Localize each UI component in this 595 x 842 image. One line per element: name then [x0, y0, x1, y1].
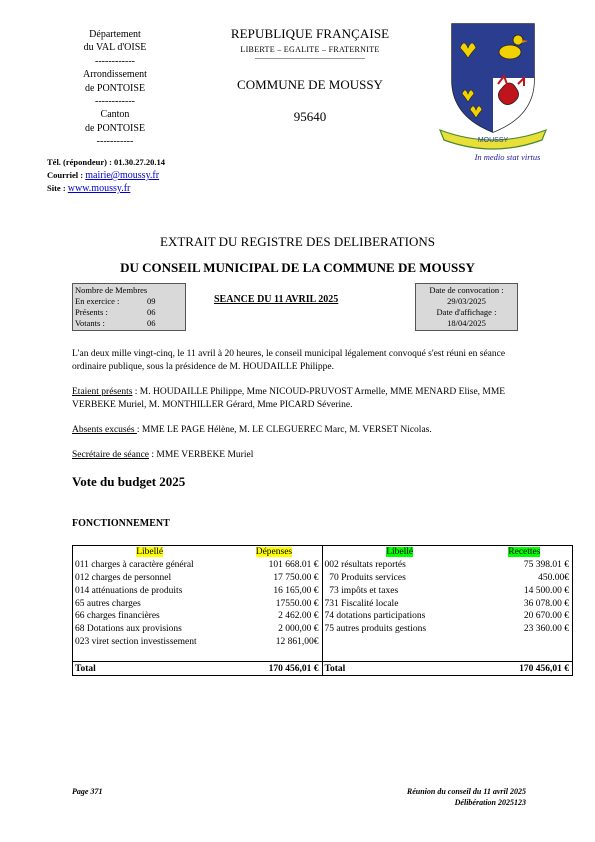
secretary-paragraph	[72, 449, 532, 462]
table-spacer-row	[73, 648, 573, 661]
header-separator: ------------	[95, 55, 135, 67]
revenue-label: 75 autres produits gestions	[324, 624, 427, 635]
table-row	[73, 636, 573, 649]
members-row	[75, 318, 183, 329]
members-label: En exercice :	[75, 296, 120, 306]
expense-label: 011 charges à caractère général	[75, 560, 194, 571]
members-label: Présents :	[75, 307, 108, 317]
page-number	[72, 786, 102, 796]
secretary-label: Secrétaire de séance	[72, 450, 150, 460]
revenue-label: 74 dotations participations	[324, 611, 426, 622]
presents-label: Etaient présents	[72, 387, 133, 397]
contact-block	[47, 156, 165, 195]
expense-label: 023 viret section investissement	[75, 636, 197, 647]
table-row	[73, 559, 573, 572]
revenue-label: 002 résultats reportés	[324, 560, 406, 571]
document-title: EXTRAIT DU REGISTRE DES DELIBERATIONS	[160, 234, 435, 249]
commune-name: COMMUNE DE MOUSSY	[237, 77, 383, 92]
absents-list: : MME LE PAGE Hélène, M. LE CLEGUEREC Marc, M. VERSET Nicolas.	[136, 425, 432, 435]
revenue-value	[477, 636, 573, 649]
expense-label: 65 autres charges	[75, 598, 141, 609]
republic-header	[200, 26, 420, 125]
divider	[255, 58, 365, 59]
members-label: Votants :	[75, 318, 105, 328]
revenue-label: 73 impôts et taxes	[324, 585, 399, 596]
total-label: Total	[322, 662, 477, 676]
revenue-value: 36 078.00 €	[523, 598, 569, 609]
convocation-date: 29/03/2025	[447, 296, 486, 306]
table-row	[73, 610, 573, 623]
header-cell	[226, 546, 322, 559]
header-cell	[477, 546, 573, 559]
empty-cell	[73, 648, 227, 661]
coat-of-arms-icon	[438, 18, 548, 150]
members-value: 06	[147, 318, 156, 328]
expense-value: 101 668.01 €	[226, 559, 322, 572]
crest-banner: MOUSSY	[477, 137, 509, 144]
meeting-line: Réunion du conseil du 11 avril 2025	[406, 787, 526, 796]
header-recettes: Recettes	[508, 547, 541, 558]
expense-value: 12 861,00€	[226, 636, 322, 649]
total-revenues: 170 456,01 €	[477, 662, 573, 676]
dates-box	[415, 283, 518, 331]
empty-cell	[322, 648, 477, 661]
expense-value: 2 000,00 €	[226, 623, 322, 636]
absents-label: Absents excusés	[72, 425, 137, 435]
phone-line: Tél. (répondeur) : 01.30.27.20.14	[47, 157, 166, 167]
expense-label: 012 charges de personnel	[75, 572, 172, 583]
expense-value: 17 750.00 €	[226, 572, 322, 585]
budget-table	[72, 545, 573, 676]
website-link[interactable]: www.moussy.fr	[67, 183, 131, 194]
header-depenses: Dépenses	[255, 547, 293, 558]
header-line: de PONTOISE	[84, 122, 146, 134]
header-cell	[322, 546, 477, 559]
affichage-label: Date d'affichage :	[436, 307, 497, 317]
postal-code: 95640	[293, 109, 327, 124]
email-label: Courriel :	[47, 170, 86, 180]
header-separator: -----------	[96, 136, 134, 148]
page-number-text: Page 371	[72, 787, 103, 796]
header-line: de PONTOISE	[84, 82, 146, 94]
revenue-label: 70 Produits services	[324, 572, 406, 583]
email-line	[47, 169, 165, 182]
empty-cell	[477, 648, 573, 661]
presents-list: : M. HOUDAILLE Philippe, Mme NICOUD-PRUVOST Armelle, MME MENARD Elise, MME VERBEKE Muriel, M. MONTHILLER Gérard, Mme PICARD Séverine.	[72, 387, 506, 410]
table-row	[73, 623, 573, 636]
table-row	[73, 597, 573, 610]
revenue-value: 20 670.00 €	[523, 611, 569, 622]
expense-label: 014 atténuations de produits	[75, 585, 183, 596]
header-separator: ------------	[95, 96, 135, 108]
department-header	[40, 28, 190, 149]
expense-label: 68 Dotations aux provisions	[75, 624, 182, 635]
revenue-label	[322, 636, 477, 649]
revenue-value: 14 500.00 €	[523, 585, 569, 596]
affichage-date: 18/04/2025	[447, 318, 486, 328]
members-value: 09	[147, 296, 156, 306]
site-label: Site :	[47, 183, 68, 193]
header-line: Canton	[100, 109, 130, 121]
email-link[interactable]: mairie@moussy.fr	[85, 170, 160, 181]
header-line: Arrondissement	[83, 69, 147, 81]
latin-motto: In medio stat virtus	[474, 152, 541, 162]
header-libelle-recettes: Libellé	[386, 547, 414, 558]
secretary-name: : MME VERBEKE Muriel	[149, 450, 254, 460]
republic-title: REPUBLIQUE FRANÇAISE	[230, 26, 390, 41]
revenue-label: 731 Fiscalité locale	[324, 598, 399, 609]
document-subtitle: DU CONSEIL MUNICIPAL DE LA COMMUNE DE MOUSSY	[120, 260, 475, 275]
section-heading: Vote du budget 2025	[72, 474, 186, 489]
total-expenses: 170 456,01 €	[226, 662, 322, 676]
total-label: Total	[73, 662, 227, 676]
subsection-heading: FONCTIONNEMENT	[72, 518, 170, 529]
revenue-value: 75 398.01 €	[523, 560, 569, 571]
members-row	[75, 296, 183, 307]
members-heading: Nombre de Membres	[75, 285, 148, 295]
header-line: Département	[89, 29, 141, 40]
empty-cell	[226, 648, 322, 661]
members-row	[75, 307, 183, 318]
header-libelle-depenses: Libellé	[136, 547, 164, 558]
republic-motto: LIBERTE – EGALITE – FRATERNITE	[240, 45, 380, 54]
presents-paragraph	[72, 386, 532, 411]
expense-value: 17550.00 €	[226, 597, 322, 610]
header-line: du VAL d'OISE	[83, 42, 147, 54]
expense-label: 66 charges financières	[75, 611, 160, 622]
intro-paragraph: L'an deux mille vingt-cinq, le 11 avril à 20 heures, le conseil municipal légalement convoqué s'est réuni en séance ordinaire publique, sous la présidence de M. HOUDAILLE Philippe.	[72, 349, 506, 372]
deliberation-line: Délibération 2025123	[454, 798, 526, 807]
seance-title: SEANCE DU 11 AVRIL 2025	[214, 294, 339, 305]
convocation-label: Date de convocation :	[429, 285, 504, 295]
table-header-row	[73, 546, 573, 559]
revenue-value: 23 360.00 €	[523, 624, 569, 635]
members-box	[72, 283, 186, 331]
table-total-row	[73, 662, 573, 676]
absents-paragraph	[72, 424, 532, 437]
site-line	[47, 182, 165, 195]
table-row	[73, 572, 573, 585]
header-cell	[73, 546, 227, 559]
table-row	[73, 584, 573, 597]
revenue-value: 450.00€	[538, 572, 569, 583]
members-value: 06	[147, 307, 156, 317]
expense-value: 16 165,00 €	[226, 584, 322, 597]
expense-value: 2 462.00 €	[226, 610, 322, 623]
footer-meeting-info	[350, 786, 526, 808]
